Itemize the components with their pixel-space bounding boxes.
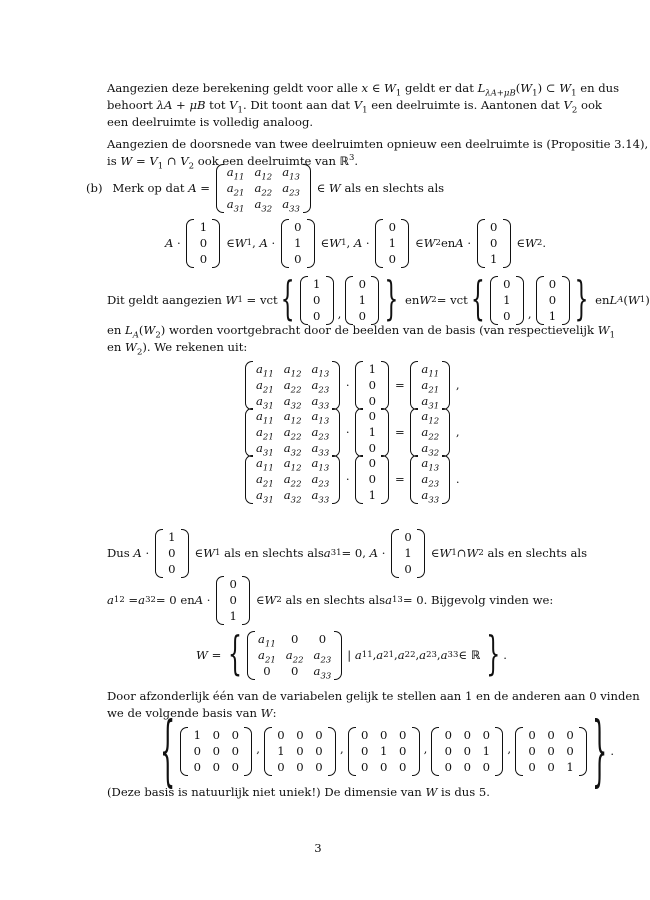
w-set-row: W = { $a_{11}$ 0 0 $a_{21}$ $a_{22}$ $a_{23}$ 0 0 $a_{33}$ | a 11 , a 21 , a 22 , a 23 , a 33 ∈ ℝ } . [196, 628, 507, 682]
paragraph-2-line-1: Aangezien de doorsnede van twee deelruimten opnieuw een deelruimte is (Propositie 3.14), [107, 137, 649, 151]
vector-e1: 1 0 0 [186, 219, 220, 268]
span-row: Dit geldt aangezien W 1 = vct { 1 0 0 , 0 1 0 } en W 2 = vct { 0 1 0 , 0 0 1 } en L A ( W 1 ) [107, 273, 650, 327]
computation-2: $a_{11}$ $a_{12}$ $a_{13}$ $a_{21}$ $a_{22}$ $a_{23}$ $a_{31}$ $a_{32}$ $a_{33}$ · 0 1 0 = $a_{12}$ $a_{22}$ $a_{32}$ , [243, 409, 460, 455]
b-intro-row [86, 164, 445, 214]
w-matrix: $a_{11}$ 0 0 $a_{21}$ $a_{22}$ $a_{23}$ 0 0 $a_{33}$ [247, 631, 342, 680]
paragraph-1-line-1: Aangezien deze berekening geldt voor alle x ∈ $W_1$ geldt er dat $L_{\lambda A+\mu B}(W_1)$ ⊂ $W_1$ en dus [107, 81, 620, 99]
conditions-row: A · 1 0 0 ∈ W 1 , A · 0 1 0 ∈ W 1 , A · 0 1 0 ∈ W 2 en A · 0 0 1 ∈ W 2 . [165, 219, 547, 266]
closing-line: (Deze basis is natuurlijk niet uniek!) De dimensie van W is dus 5. [107, 785, 490, 799]
basis-matrix-1: 1 0 0 0 0 0 0 0 0 [180, 727, 252, 776]
dus-row: Dus A · 1 0 0 ∈ W 1 als en slechts als a 31 = 0, A · 0 1 0 ∈ W 1 ∩ W 2 als en slechts als [107, 529, 588, 576]
matrix-a: $a_{11}$ $a_{12}$ $a_{13}$ $a_{21}$ $a_{22}$ $a_{23}$ $a_{31}$ $a_{32}$ $a_{33}$ [216, 164, 311, 213]
basis-line-1: Door afzonderlijk één van de variabelen gelijk te stellen aan 1 en de anderen aan 0 vinden [107, 689, 640, 703]
basis-matrix-2: 0 0 0 1 0 0 0 0 0 [264, 727, 336, 776]
vector-e2-b: 0 1 0 [375, 219, 409, 268]
basis-matrix-3: 0 0 0 0 1 0 0 0 0 [348, 727, 420, 776]
span-line-3: en $W_2$). We rekenen uit: [107, 340, 248, 358]
page-number: 3 [314, 841, 322, 855]
paragraph-2-line-2: is $W = V_1$ ∩ $V_2$ ook een deelruimte van ℝ$^3$. [107, 153, 359, 172]
b-intro-b: ∈ W als en slechts als [312, 181, 445, 195]
span-set-w2: { 0 1 0 , 0 0 1 } [470, 273, 589, 327]
b-intro-a: Merk op dat A = [112, 181, 214, 195]
basis-set: { 1 0 0 0 0 0 0 0 0 , 0 0 0 1 0 0 0 0 0 , 0 0 0 0 1 0 0 0 0 , 0 0 0 0 0 1 0 0 0 , 0 0 0 0 0 0 0 0 1 } . [160, 706, 614, 796]
basis-line-2: we de volgende basis van W: [107, 706, 277, 720]
dus-row-2: a 12 = a 32 = 0 en A · 0 0 1 ∈ W 2 als en slechts als a 13 = 0. Bijgevolg vinden we: [107, 576, 554, 623]
span-line-2: en $L_A(W_2)$ worden voortgebracht door de beelden van de basis (van respectievelijk $W_1$ [107, 323, 616, 341]
computation-1: $a_{11}$ $a_{12}$ $a_{13}$ $a_{21}$ $a_{22}$ $a_{23}$ $a_{31}$ $a_{32}$ $a_{33}$ · 1 0 0 = $a_{11}$ $a_{21}$ $a_{31}$ , [243, 362, 460, 408]
item-label-b: (b) [86, 181, 103, 195]
vector-e3: 0 0 1 [477, 219, 511, 268]
basis-matrix-5: 0 0 0 0 0 0 0 0 1 [515, 727, 587, 776]
computation-3: $a_{11}$ $a_{12}$ $a_{13}$ $a_{21}$ $a_{22}$ $a_{23}$ $a_{31}$ $a_{32}$ $a_{33}$ · 0 0 1 = $a_{13}$ $a_{23}$ $a_{33}$ . [243, 456, 460, 502]
basis-matrix-4: 0 0 0 0 0 1 0 0 0 [431, 727, 503, 776]
vector-e2: 0 1 0 [281, 219, 315, 268]
paragraph-1-line-3: een deelruimte is volledig analoog. [107, 115, 314, 129]
paragraph-1-line-2: behoort λA + μB tot $V_1$. Dit toont aan dat $V_1$ een deelruimte is. Aantonen dat $V_2$ ook [107, 98, 602, 116]
span-set-w1: { 1 0 0 , 0 1 0 } [280, 273, 399, 327]
